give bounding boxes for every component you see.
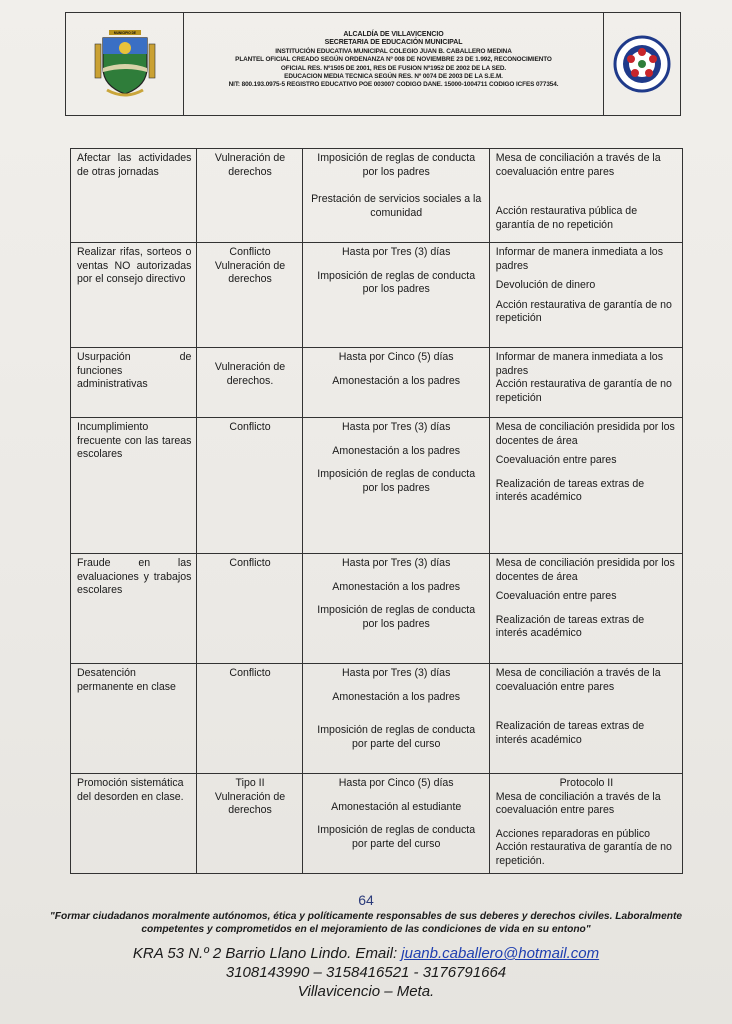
situation-cell: Fraude en las evaluaciones y trabajos escolares	[77, 557, 192, 596]
measure-cell: Hasta por Tres (3) días	[342, 246, 451, 258]
letterhead-line-4: PLANTEL OFICIAL CREADO SEGÚN ORDENANZA Nº 008 DE NOVIEMBRE 23 DE 1.992, RECONOCIMIENTO	[235, 56, 552, 64]
measure-cell: Amonestación a los padres	[332, 444, 461, 457]
letterhead	[65, 12, 681, 116]
situation-cell: Realizar rifas, sorteos o ventas NO autorizadas por el consejo directivo	[77, 246, 192, 285]
municipal-coat-of-arms-icon	[85, 24, 165, 104]
address-line	[0, 944, 732, 963]
letterhead-line-3: INSTITUCIÓN EDUCATIVA MUNICIPAL COLEGIO JUAN B. CABALLERO MEDINA	[275, 47, 512, 55]
situation-cell: Promoción sistemática del desorden en clase.	[77, 777, 184, 803]
city-line: Villavicencio – Meta.	[297, 983, 435, 1000]
letterhead-line-1: ALCALDÍA DE VILLAVICENCIO	[343, 31, 444, 38]
protocol-label: Protocolo II	[559, 777, 614, 789]
action-cell: Acción restaurativa de garantía de no repetición.	[495, 841, 672, 867]
table-row	[71, 664, 683, 774]
action-cell: Mesa de conciliación a través de la coevaluación entre pares	[495, 152, 661, 178]
measure-cell: Hasta por Tres (3) días	[342, 421, 451, 433]
table-row	[71, 149, 683, 243]
action-cell: Realización de tareas extras de interés académico	[495, 613, 645, 639]
action-cell: Devolución de dinero	[495, 279, 596, 291]
action-cell: Acciones reparadoras en público	[495, 827, 651, 840]
measure-cell: Amonestación a los padres	[332, 374, 461, 387]
situation-cell: Desatención permanente en clase	[77, 667, 176, 693]
classification-cell: Tipo II	[235, 777, 265, 789]
email-link[interactable]: juanb.caballero@hotmail.com	[401, 945, 600, 962]
letterhead-line-7: NIT: 800.193.0975-5 REGISTRO EDUCATIVO POE 003007 CODIGO DANE. 15000-1004711 CODIGO ICFES 077354.	[228, 81, 559, 89]
action-cell: Mesa de conciliación presidida por los docentes de área	[495, 421, 675, 447]
action-cell: Acción restaurativa de garantía de no repetición	[495, 378, 672, 404]
school-seal-icon	[612, 34, 672, 94]
situation-cell: Afectar las actividades de otras jornadas	[77, 152, 192, 178]
action-cell: Mesa de conciliación a través de la coevaluación entre pares	[495, 790, 661, 816]
letterhead-text	[184, 13, 604, 115]
classification-cell: Conflicto	[229, 246, 271, 258]
action-cell: Coevaluación entre pares	[495, 590, 617, 602]
classification-cell: Vulneración de derechos.	[214, 361, 286, 387]
measure-cell: Prestación de servicios sociales a la comunidad	[311, 193, 482, 219]
table-row	[71, 418, 683, 554]
classification-cell: Conflicto	[229, 667, 271, 679]
school-seal-cell	[604, 13, 680, 115]
action-cell: Informar de manera inmediata a los padres	[495, 351, 663, 377]
table-row	[71, 348, 683, 418]
measure-cell: Imposición de reglas de conducta por los padres	[317, 269, 476, 295]
action-cell: Mesa de conciliación presidida por los docentes de área	[495, 557, 675, 583]
action-cell: Mesa de conciliación a través de la coevaluación entre pares	[495, 667, 661, 693]
action-cell: Coevaluación entre pares	[495, 454, 617, 466]
letterhead-line-2: SECRETARIA DE EDUCACIÓN MUNICIPAL	[324, 39, 463, 47]
measure-cell: Imposición de reglas de conducta por los padres	[317, 468, 476, 494]
situation-cell: Incumplimiento frecuente con las tareas escolares	[77, 421, 192, 460]
table-row	[71, 243, 683, 348]
table-row	[71, 554, 683, 664]
measure-cell: Imposición de reglas de conducta por parte del curso	[317, 824, 476, 850]
contact-block	[0, 944, 732, 1001]
phone-numbers: 3108143990 – 3158416521 - 3176791664	[225, 964, 507, 981]
measure-cell: Hasta por Cinco (5) días	[338, 351, 454, 363]
classification-cell: Vulneración de derechos	[214, 259, 286, 285]
measure-cell: Imposición de reglas de conducta por los padres	[317, 604, 476, 630]
action-cell: Realización de tareas extras de interés académico	[495, 720, 645, 746]
letterhead-line-5: OFICIAL RES. Nº1505 DE 2001, RES DE FUSION Nº1952 DE 2002 DE LA SED.	[280, 64, 507, 72]
measure-cell: Imposición de reglas de conducta por los padres	[317, 152, 476, 178]
page-number: 64	[358, 892, 374, 908]
classification-cell: Conflicto	[229, 421, 271, 433]
measure-cell: Imposición de reglas de conducta por parte del curso	[317, 724, 476, 750]
address-text: KRA 53 N.º 2 Barrio Llano Lindo. Email:	[132, 945, 402, 962]
letterhead-line-6: EDUCACION MEDIA TECNICA SEGÚN RES. Nº 0074 DE 2003 DE LA S.E.M.	[284, 73, 503, 81]
measure-cell: Hasta por Tres (3) días	[342, 557, 451, 569]
institutional-motto: "Formar ciudadanos moralmente autónomos, ética y políticamente responsables de sus deberes y derechos civiles. Laboralmente competentes y comprometidos en el mejoramiento de las condiciones de vida en su entono"	[49, 911, 683, 935]
situation-cell: Usurpación de funciones administrativas	[77, 351, 192, 390]
measure-cell: Amonestación a los padres	[332, 580, 461, 593]
classification-cell: Conflicto	[229, 557, 271, 569]
action-cell: Realización de tareas extras de interés académico	[495, 477, 645, 503]
action-cell: Acción restaurativa pública de garantía de no repetición	[495, 205, 638, 231]
measure-cell: Hasta por Cinco (5) días	[338, 777, 454, 789]
action-cell: Informar de manera inmediata a los padres	[495, 246, 663, 272]
conduct-table	[70, 148, 683, 874]
action-cell: Acción restaurativa de garantía de no repetición	[495, 298, 672, 324]
measure-cell: Amonestación al estudiante	[331, 800, 462, 813]
measure-cell: Amonestación a los padres	[332, 690, 461, 703]
logo-caption: MUNICIPIO DE	[113, 31, 136, 35]
classification-cell: Vulneración de derechos	[214, 790, 286, 816]
measure-cell: Hasta por Tres (3) días	[342, 667, 451, 679]
table-row	[71, 774, 683, 874]
classification-cell: Vulneración de derechos	[214, 152, 286, 178]
municipal-logo-cell	[66, 13, 184, 115]
